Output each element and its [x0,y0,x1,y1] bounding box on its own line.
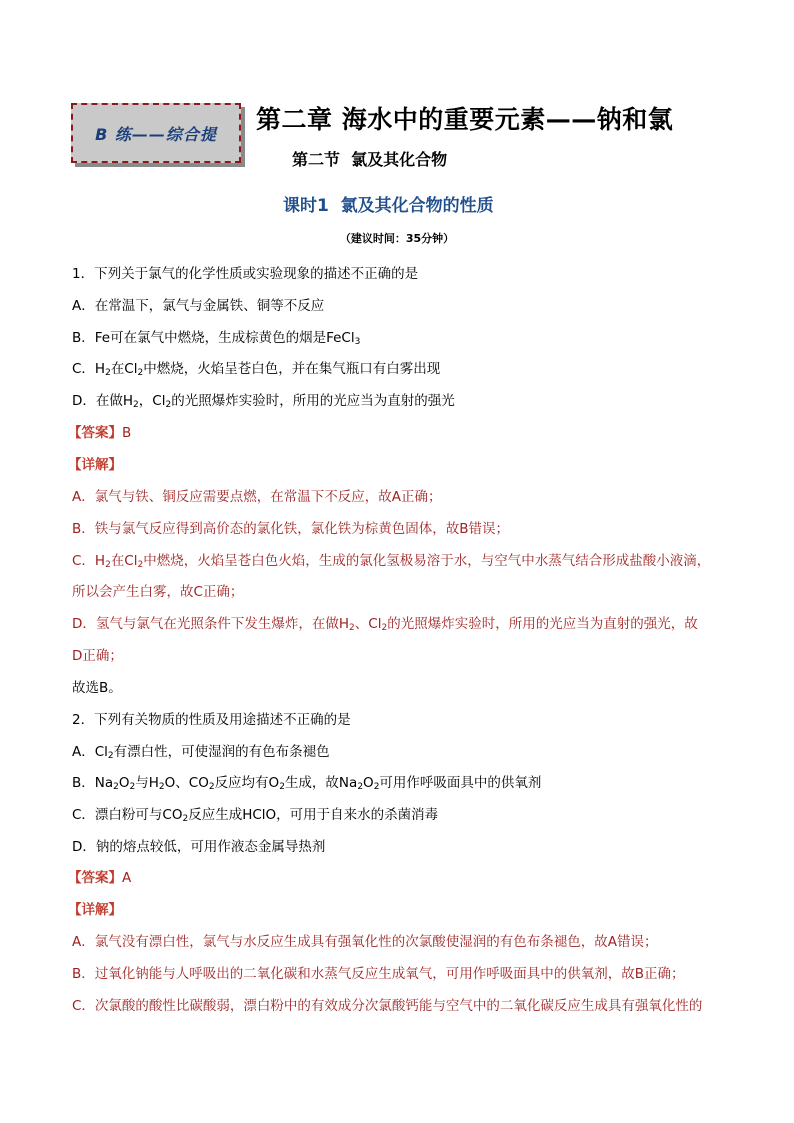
q1-explanation-b: B．铁与氯气反应得到高价态的氯化铁，氯化铁为棕黄色固体，故B错误； [72,521,510,537]
q2-option-a: A．$Cl_2$有漂白性，可使湿润的有色布条褪色 [72,744,330,761]
badge-label: B 练——综合提 [71,103,241,163]
q2-option-d: D．钠的熔点较低，可用作液态金属导热剂 [72,839,326,855]
q1-option-d: D．在做$H_2$，$Cl_2$的光照爆炸实验时，所用的光应当为直射的强光 [72,393,455,410]
q1-detail-heading: 【详解】 [68,457,122,473]
q1-answer: 【答案】B [68,425,132,441]
q1-conclusion: 故选B。 [72,680,122,696]
q1-option-b: B．Fe可在氯气中燃烧，生成棕黄色的烟是FeCl$_3$ [72,330,361,347]
lesson-title: 课时1 氯及其化合物的性质 [283,196,494,216]
q2-explanation-a: A．氯气没有漂白性，氯气与水反应生成具有强氧化性的次氯酸使湿润的有色布条褪色，故A错误； [72,934,658,950]
q2-option-c: C．漂白粉可与$CO_2$反应生成HClO，可用于自来水的杀菌消毒 [72,807,439,824]
chapter-title: 第二章 海水中的重要元素——钠和氯 [256,105,674,134]
q2-stem: 2．下列有关物质的性质及用途描述不正确的是 [72,712,351,728]
q1-stem: 1．下列关于氯气的化学性质或实验现象的描述不正确的是 [72,266,419,282]
q1-explanation-d-cont: D正确； [72,648,123,664]
q1-option-c: C．$H_2$在$Cl_2$中燃烧，火焰呈苍白色，并在集气瓶口有白雾出现 [72,361,441,378]
time-hint: （建议时间：35分钟） [339,232,455,245]
practice-badge [71,103,241,163]
q1-explanation-a: A．氯气与铁、铜反应需要点燃，在常温下不反应，故A正确； [72,489,442,505]
q1-option-a: A．在常温下，氯气与金属铁、铜等不反应 [72,298,325,314]
q2-option-b: B．$Na_2O_2$与$H_2O$、$CO_2$反应均有$O_2$生成，故$Na_2O_2$可用作呼吸面具中的供氧剂 [72,775,542,792]
q1-explanation-c-cont: 所以会产生白雾，故C正确； [72,584,244,600]
q2-explanation-b: B．过氧化钠能与人呼吸出的二氧化碳和水蒸气反应生成氧气，可用作呼吸面具中的供氧剂，故B正确； [72,966,685,982]
q1-explanation-c: C．$H_2$在$Cl_2$中燃烧，火焰呈苍白色火焰，生成的氯化氢极易溶于水，与空气中水蒸气结合形成盐酸小液滴， [72,553,711,570]
q1-explanation-d: D．氢气与氯气在光照条件下发生爆炸，在做$H_2$、$Cl_2$的光照爆炸实验时，所用的光应当为直射的强光，故 [72,616,698,633]
q2-answer: 【答案】A [68,870,132,886]
q2-detail-heading: 【详解】 [68,902,122,918]
q2-explanation-c: C．次氯酸的酸性比碳酸弱，漂白粉中的有效成分次氯酸钙能与空气中的二氧化碳反应生成具有强氧化性的 [72,998,703,1014]
section-title: 第二节 氯及其化合物 [292,150,448,169]
